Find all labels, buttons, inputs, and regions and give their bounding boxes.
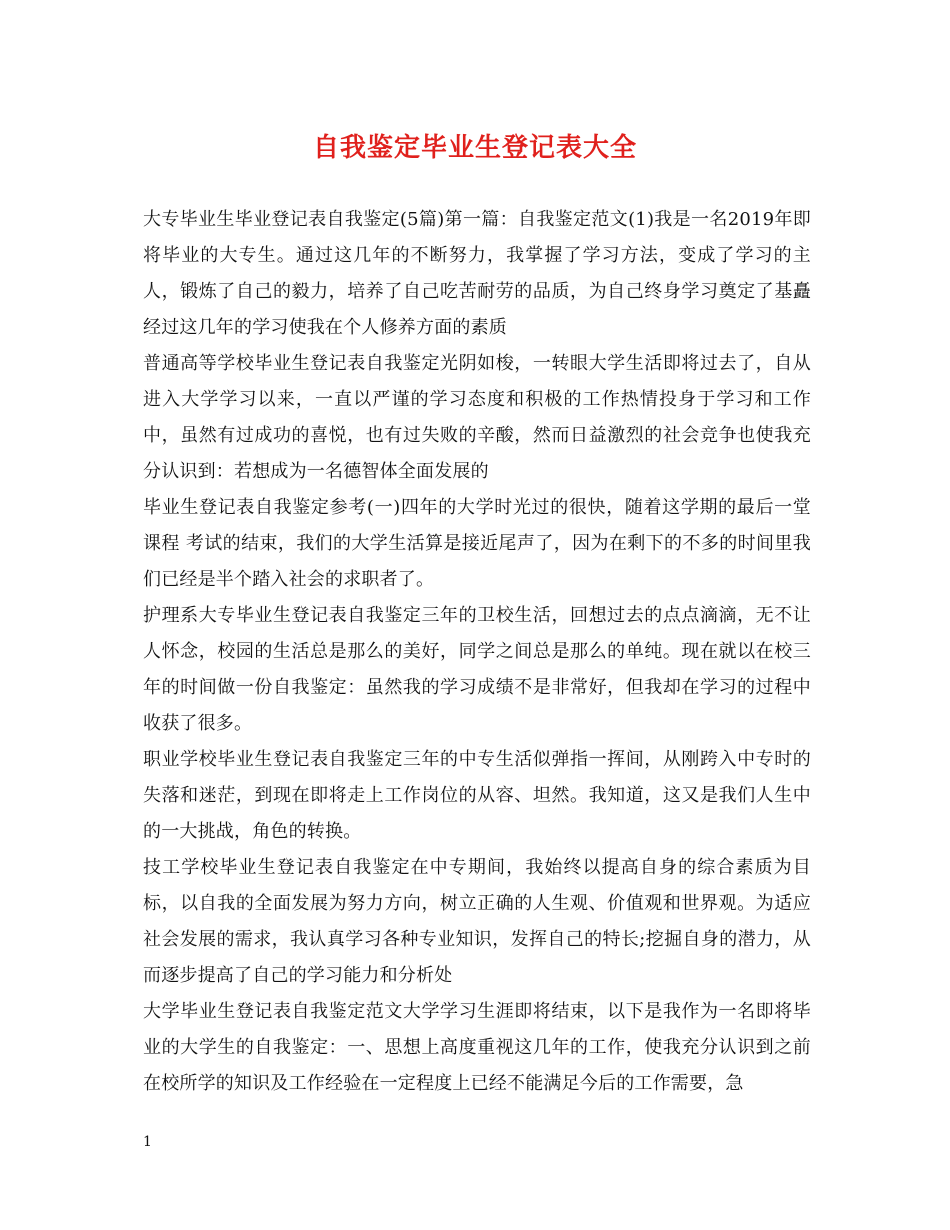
document-body [143, 202, 811, 1102]
document-title: 自我鉴定毕业生登记表大全 [312, 133, 637, 163]
paragraph-5: 职业学校毕业生登记表自我鉴定三年的中专生活似弹指一挥间，从刚跨入中专时的失落和迷茫，到现在即将走上工作岗位的从容、坦然。我知道，这又是我们人生中的一大挑战，角色的转换。 [143, 749, 811, 842]
paragraph-6: 技工学校毕业生登记表自我鉴定在中专期间，我始终以提高自身的综合素质为目标，以自我的全面发展为努力方向，树立正确的人生观、价值观和世界观。为适应社会发展的需求，我认真学习各种专业知识，发挥自己的特长;挖掘自身的潜力，从而逐步提高了自己的学习能力和分析处 [143, 857, 811, 986]
paragraph-4: 护理系大专毕业生登记表自我鉴定三年的卫校生活，回想过去的点点滴滴，无不让人怀念，校园的生活总是那么的美好，同学之间总是那么的单纯。现在就以在校三年的时间做一份自我鉴定：虽然我的学习成绩不是非常好，但我却在学习的过程中收获了很多。 [143, 605, 811, 734]
paragraph-2: 普通高等学校毕业生登记表自我鉴定光阴如梭，一转眼大学生活即将过去了，自从进入大学学习以来，一直以严谨的学习态度和积极的工作热情投身于学习和工作中，虽然有过成功的喜悦，也有过失败的辛酸，然而日益激烈的社会竞争也使我充分认识到：若想成为一名德智体全面发展的 [143, 353, 811, 482]
paragraph-1: 大专毕业生毕业登记表自我鉴定(5篇)第一篇：自我鉴定范文(1)我是一名2019年即将毕业的大专生。通过这几年的不断努力，我掌握了学习方法，变成了学习的主人，锻炼了自己的毅力，培养了自己吃苦耐劳的品质，为自己终身学习奠定了基矗经过这几年的学习使我在个人修养方面的素质 [143, 209, 811, 338]
paragraph-3: 毕业生登记表自我鉴定参考(一)四年的大学时光过的很快，随着这学期的最后一堂课程 考试的结束，我们的大学生活算是接近尾声了，因为在剩下的不多的时间里我们已经是半个踏入社会的求职者了。 [143, 497, 811, 590]
page-number: 1 [143, 1134, 152, 1150]
paragraph-7: 大学毕业生登记表自我鉴定范文大学学习生涯即将结束，以下是我作为一名即将毕业的大学生的自我鉴定：一、思想上高度重视这几年的工作，使我充分认识到之前在校所学的知识及工作经验在一定程度上已经不能满足今后的工作需要，急 [143, 1001, 811, 1094]
